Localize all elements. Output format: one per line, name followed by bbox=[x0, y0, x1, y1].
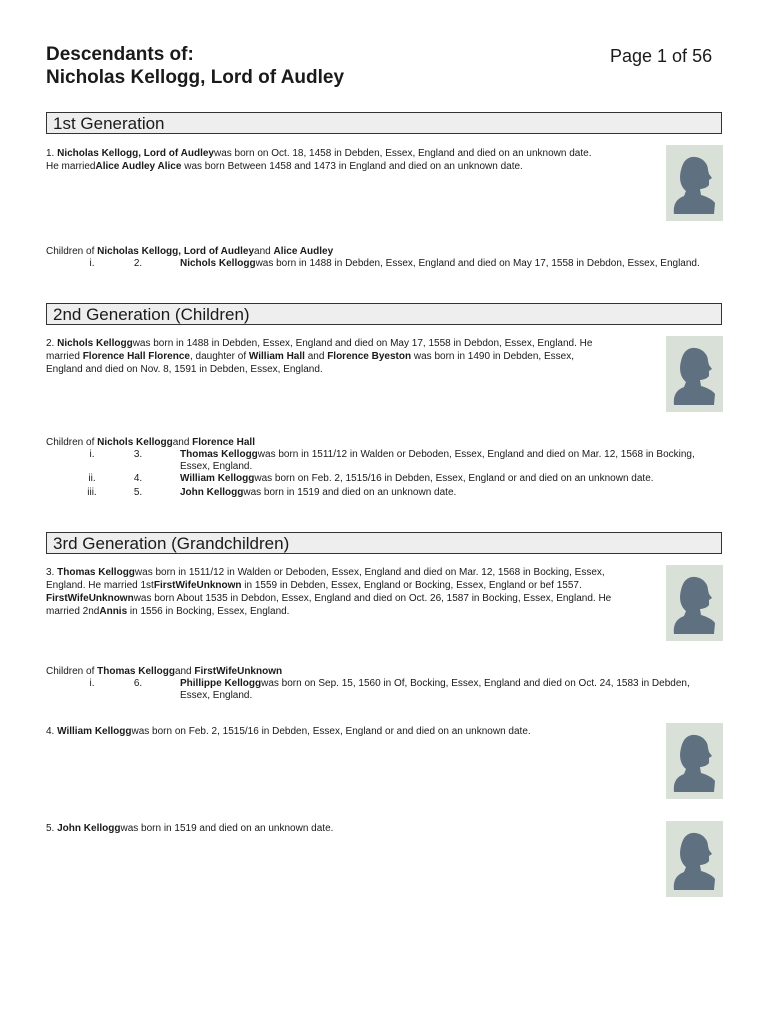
father-name: Nicholas Kellogg, Lord of Audley bbox=[97, 246, 255, 257]
child-roman: iii. bbox=[87, 487, 97, 498]
spouse-name: Annis bbox=[99, 606, 128, 617]
father-name: Nichols Kellogg bbox=[97, 437, 173, 448]
person-entry-1 bbox=[46, 147, 646, 173]
and-label: and bbox=[304, 351, 328, 362]
person-details: was born on Feb. 2, 1515/16 in Debden, Essex, England or and died on an unknown date. bbox=[131, 726, 531, 737]
spouse-name: Florence Hall Florence bbox=[82, 351, 190, 362]
spouse-name: FirstWifeUnknown bbox=[46, 593, 134, 604]
entry-number: 3. bbox=[46, 567, 58, 578]
silhouette-photo bbox=[666, 723, 723, 799]
children-of-label: Children of bbox=[46, 246, 98, 257]
children-header-1 bbox=[46, 245, 726, 258]
child-number: 2. bbox=[133, 258, 143, 269]
marriage-details: in 1556 in Bocking, Essex, England. bbox=[127, 606, 290, 617]
silhouette-icon bbox=[666, 336, 723, 412]
generation-heading-label: 2nd Generation (Children) bbox=[53, 305, 250, 324]
child-text bbox=[180, 678, 725, 702]
child-details: was born in 1519 and died on an unknown date. bbox=[243, 487, 457, 498]
married-label: married 2nd bbox=[46, 606, 100, 617]
person-details: was born in 1488 in Debden, Essex, England and died on May 17, 1558 in Debdon, Essex, England. He bbox=[132, 338, 593, 349]
marriage-details: in 1559 in Debden, Essex, England or Bocking, Essex, England or bef 1557. bbox=[241, 580, 582, 591]
person-name: Nichols Kellogg bbox=[57, 338, 133, 349]
spouse-details-cont: England and died on Nov. 8, 1591 in Debden, Essex, England. bbox=[46, 364, 323, 375]
generation-heading-3 bbox=[46, 532, 722, 554]
child-details: was born on Feb. 2, 1515/16 in Debden, Essex, England or and died on an unknown date. bbox=[254, 473, 654, 484]
child-details: was born on Sep. 15, 1560 in Of, Bocking, Essex, England and died on Oct. 24, 1583 in Debden, bbox=[261, 678, 690, 689]
person-name: Nicholas Kellogg, Lord of Audley bbox=[57, 148, 214, 159]
mother-name: Alice Audley bbox=[273, 246, 334, 257]
entry-number: 5. bbox=[46, 823, 58, 834]
children-header-2 bbox=[46, 436, 726, 449]
person-name: Thomas Kellogg bbox=[57, 567, 135, 578]
child-name: Nichols Kellogg bbox=[180, 258, 256, 269]
spouse-father-name: William Hall bbox=[248, 351, 305, 362]
entry-number: 4. bbox=[46, 726, 58, 737]
child-number: 5. bbox=[133, 487, 143, 498]
person-details: was born on Oct. 18, 1458 in Debden, Essex, England and died on an unknown date. bbox=[214, 148, 592, 159]
person-entry-5 bbox=[46, 822, 646, 835]
child-text bbox=[180, 449, 725, 473]
child-text bbox=[180, 258, 725, 270]
mother-name: FirstWifeUnknown bbox=[194, 666, 283, 677]
child-name: Phillippe Kellogg bbox=[180, 678, 262, 689]
generation-heading-2 bbox=[46, 303, 722, 325]
title-line-2: Nicholas Kellogg, Lord of Audley bbox=[46, 67, 345, 88]
mother-name: Florence Hall bbox=[192, 437, 255, 448]
generation-heading-label: 1st Generation bbox=[53, 114, 165, 133]
spouse-details: was born About 1535 in Debdon, Essex, England and died on Oct. 26, 1587 in Bocking, Essex, England. He bbox=[133, 593, 612, 604]
person-entry-4 bbox=[46, 725, 646, 738]
daughter-of-label: , daughter of bbox=[189, 351, 249, 362]
person-details: was born in 1511/12 in Walden or Deboden, Essex, England and died on Mar. 12, 1568 in Bocking, Essex, bbox=[134, 567, 605, 578]
and-label: and bbox=[254, 246, 274, 257]
spouse-mother-name: Florence Byeston bbox=[327, 351, 412, 362]
child-text bbox=[180, 473, 725, 485]
child-number: 4. bbox=[133, 473, 143, 484]
generation-heading-1 bbox=[46, 112, 722, 134]
silhouette-icon bbox=[666, 821, 723, 897]
entry-number: 1. bbox=[46, 148, 58, 159]
silhouette-icon bbox=[666, 723, 723, 799]
child-name: John Kellogg bbox=[180, 487, 244, 498]
spouse-name: Alice Audley Alice bbox=[95, 161, 182, 172]
children-of-label: Children of bbox=[46, 666, 98, 677]
child-details: was born in 1511/12 in Walden or Deboden, Essex, England and died on Mar. 12, 1568 in Bocking, bbox=[257, 449, 695, 460]
child-roman: i. bbox=[89, 678, 95, 689]
report-title bbox=[46, 43, 344, 89]
page-number: Page 1 of 56 bbox=[610, 46, 713, 66]
married-label: England. He married 1st bbox=[46, 580, 154, 591]
person-name: William Kellogg bbox=[57, 726, 132, 737]
person-entry-2 bbox=[46, 337, 646, 376]
spouse-name: FirstWifeUnknown bbox=[153, 580, 242, 591]
child-name: Thomas Kellogg bbox=[180, 449, 258, 460]
child-name: William Kellogg bbox=[180, 473, 255, 484]
silhouette-icon bbox=[666, 145, 723, 221]
person-details: was born in 1519 and died on an unknown date. bbox=[120, 823, 334, 834]
child-details-cont: Essex, England. bbox=[180, 461, 253, 472]
generation-heading-label: 3rd Generation (Grandchildren) bbox=[53, 534, 290, 553]
person-name: John Kellogg bbox=[57, 823, 121, 834]
spouse-details: was born Between 1458 and 1473 in England and died on an unknown date. bbox=[181, 161, 523, 172]
child-details-cont: Essex, England. bbox=[180, 690, 253, 701]
married-label: married bbox=[46, 351, 83, 362]
child-details: was born in 1488 in Debden, Essex, England and died on May 17, 1558 in Debdon, Essex, England. bbox=[255, 258, 700, 269]
child-number: 6. bbox=[133, 678, 143, 689]
children-header-3 bbox=[46, 665, 726, 678]
child-roman: i. bbox=[89, 258, 95, 269]
and-label: and bbox=[174, 666, 195, 677]
silhouette-icon bbox=[666, 565, 723, 641]
silhouette-photo bbox=[666, 821, 723, 897]
father-name: Thomas Kellogg bbox=[97, 666, 175, 677]
child-roman: ii. bbox=[88, 473, 96, 484]
silhouette-photo bbox=[666, 336, 723, 412]
married-label: He married bbox=[46, 161, 96, 172]
and-label: and bbox=[172, 437, 193, 448]
child-roman: i. bbox=[89, 449, 95, 460]
spouse-details: was born in 1490 in Debden, Essex, bbox=[411, 351, 574, 362]
child-text bbox=[180, 487, 725, 499]
silhouette-photo bbox=[666, 145, 723, 221]
child-number: 3. bbox=[133, 449, 143, 460]
silhouette-photo bbox=[666, 565, 723, 641]
children-of-label: Children of bbox=[46, 437, 98, 448]
entry-number: 2. bbox=[46, 338, 58, 349]
title-line-1: Descendants of: bbox=[46, 44, 194, 65]
person-entry-3 bbox=[46, 566, 646, 618]
